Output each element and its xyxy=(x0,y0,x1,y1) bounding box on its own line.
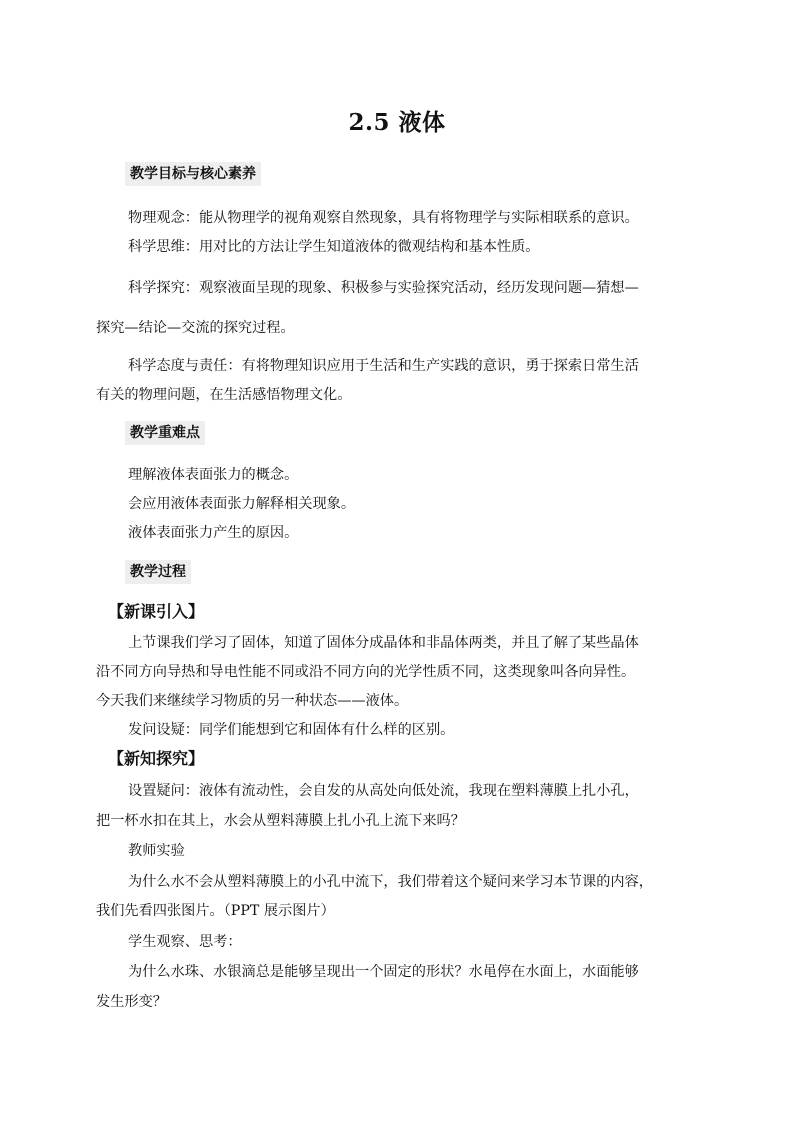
section-heading-goals: 教学目标与核心素养 xyxy=(125,162,261,186)
explore-question-line1: 设置疑问：液体有流动性，会自发的从高处向低处流，我现在塑料薄膜上扎小孔， xyxy=(128,783,639,799)
section-heading-process: 教学过程 xyxy=(125,560,191,584)
student-observe: 学生观察、思考： xyxy=(128,934,242,950)
goal-physics-concept: 物理观念：能从物理学的视角观察自然现象，具有将物理学与实际相联系的意识。 xyxy=(128,210,639,226)
key-point-item: 液体表面张力产生的原因。 xyxy=(128,525,299,541)
intro-paragraph-line1: 上节课我们学习了固体，知道了固体分成晶体和非晶体两类，并且了解了某些晶体 xyxy=(128,635,639,651)
page-title: 2.5 液体 xyxy=(348,109,446,136)
goal-attitude-line2: 有关的物理问题，在生活感悟物理文化。 xyxy=(96,387,352,403)
key-point-item: 理解液体表面张力的概念。 xyxy=(128,467,299,483)
explore-why-line2: 我们先看四张图片。（PPT 展示图片） xyxy=(96,903,335,919)
goal-scientific-inquiry-line2: 探究—结论—交流的探究过程。 xyxy=(96,320,295,336)
explore-shape-question-line2: 发生形变？ xyxy=(96,994,167,1010)
heading-new-knowledge-explore: 【新知探究】 xyxy=(108,749,205,768)
teacher-experiment: 教师实验 xyxy=(128,843,185,859)
explore-question-line2: 把一杯水扣在其上，水会从塑料薄膜上扎小孔上流下来吗？ xyxy=(96,813,465,829)
intro-question: 发问设疑：同学们能想到它和固体有什么样的区别。 xyxy=(128,722,455,738)
heading-new-lesson-intro: 【新课引入】 xyxy=(108,602,205,621)
goal-scientific-inquiry-line1: 科学探究：观察液面呈现的现象、积极参与实验探究活动，经历发现问题—猜想— xyxy=(128,280,639,296)
goal-scientific-thinking: 科学思维：用对比的方法让学生知道液体的微观结构和基本性质。 xyxy=(128,239,540,255)
explore-shape-question-line1: 为什么水珠、水银滴总是能够呈现出一个固定的形状？水黾停在水面上，水面能够 xyxy=(128,964,639,980)
goal-attitude-line1: 科学态度与责任：有将物理知识应用于生活和生产实践的意识，勇于探索日常生活 xyxy=(128,358,639,374)
explore-why-line1: 为什么水不会从塑料薄膜上的小孔中流下，我们带着这个疑问来学习本节课的内容， xyxy=(128,874,653,890)
key-point-item: 会应用液体表面张力解释相关现象。 xyxy=(128,496,356,512)
intro-paragraph-line2: 沿不同方向导热和导电性能不同或沿不同方向的光学性质不同，这类现象叫各向异性。 xyxy=(96,664,636,680)
intro-paragraph-line3: 今天我们来继续学习物质的另一种状态——液体。 xyxy=(96,693,409,709)
section-heading-key-points: 教学重难点 xyxy=(125,421,205,445)
